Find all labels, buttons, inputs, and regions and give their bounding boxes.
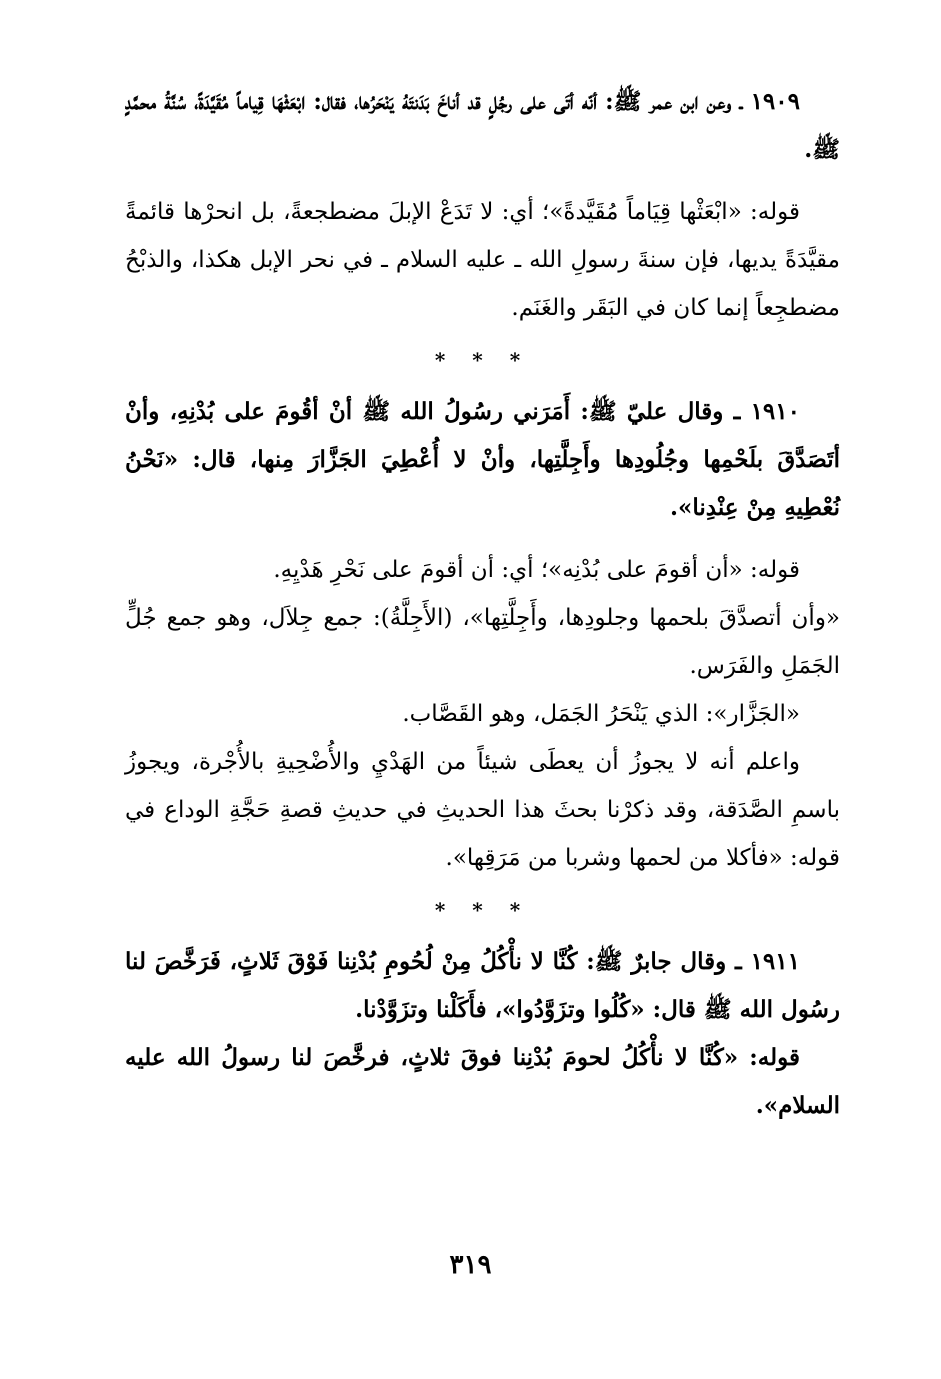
commentary-1910-line4: واعلم أنه لا يجوزُ أن يعطَى شيئاً من الهَدْيِ والأُضْحِيةِ بالأُجْرة، ويجوزُ باسمِ الصَّدَقة، وقد ذكرْنا بحثَ هذا الحديثِ في حديثِ قصةِ حَجَّةِ الوداع في قوله: «فأكلا من لحمها وشربا من مَرَقِها». <box>125 749 840 871</box>
hadith-1911: ١٩١١ ـ وقال جابرٌ ﷺ: كُنَّا لا نأْكُلُ مِنْ لُحُومِ بُدْنِنا فَوْقَ ثَلاثٍ، فَرَخَّصَ لنا رسُول الله ﷺ قال: «كُلُوا وتزَوَّدُوا»، فأَكَلْنا وتزَوَّدْنا. <box>125 948 840 1023</box>
commentary-1910-line3: «الجَزَّار»: الذي يَنْحَرُ الجَمَل، وهو القَصَّاب. <box>402 701 800 727</box>
commentary-1910-line1: قوله: «أن أقومَ على بُدْنِه»؛ أي: أن أقومَ على نَحْرِ هَدْيِهِ. <box>273 557 800 583</box>
hadith-1909: ١٩٠٩ ـ وعن ابن عمر ﷺ: أنّه أتَى على رجُلٍ قد أناخَ بَدَنتَهُ يَنْحَرُها، فقال: ابْعَثْهَا قِياماً مُقَيَّدَةً، سُنَّةُ محمَّدٍ ﷺ. <box>125 88 840 163</box>
commentary-1910-line2: «وأن أتصدَّقَ بلحمها وجلودِها، وأَجِلَّتِها»، (الأَجِلَّةُ): جمع جِلاَل، وهو جمع جُلٍّ الجَمَلِ والفَرَس. <box>125 605 840 679</box>
hadith-1910: ١٩١٠ ـ وقال عليّ ﷺ: أَمَرَني رسُولُ الله ﷺ أنْ أقُومَ على بُدْنِهِ، وأنْ أتَصَدَّقَ بلَحْمِها وجُلُودِها وأَجِلَّتِها، وأنْ لا أُعْطِيَ الجَزَّارَ مِنها، قال: «نَحْنُ نُعْطِيهِ مِنْ عِنْدِنا». <box>125 398 840 521</box>
page-number: ٣١٩ <box>449 1250 492 1280</box>
section-separator: * * * <box>434 348 531 372</box>
page-body <box>125 78 840 1130</box>
commentary-1909: قوله: «ابْعَثْها قِيَاماً مُقَيَّدةً»؛ أي: لا تَدَعْ الإبلَ مضطجعةً، بل انحرْها قائمةً مقيَّدَةً يديها، فإن سنةَ رسولِ الله ـ عليه السلام ـ في نحر الإبل هكذا، والذبْحُ مضطجِعاً إنما كان في البَقَر والغَنَم. <box>125 199 840 321</box>
commentary-1911: قوله: «كُنَّا لا نأْكُلُ لحومَ بُدْنِنا فوقَ ثلاثٍ، فرخَّصَ لنا رسولُ الله عليه السلام». <box>125 1044 840 1119</box>
section-separator: * * * <box>434 898 531 922</box>
